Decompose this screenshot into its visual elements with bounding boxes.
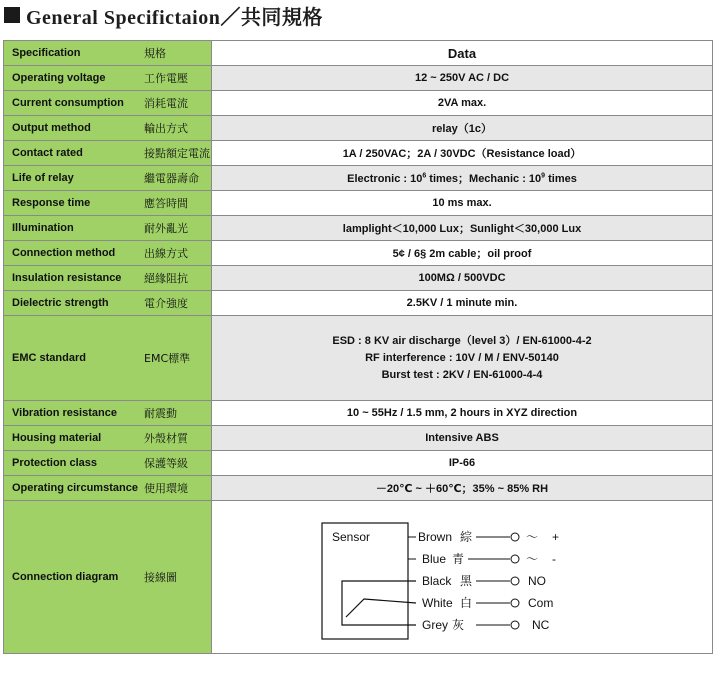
wire-blue <box>422 551 556 566</box>
row-label-en: Insulation resistance <box>12 272 122 284</box>
row-label-en: Current consumption <box>12 97 124 109</box>
row-label-cn: 耐震動 <box>144 407 177 420</box>
row-label-cn: 接線圖 <box>144 571 177 584</box>
row-value: 10 ~ 55Hz / 1.5 mm, 2 hours in XYZ direction <box>212 401 713 426</box>
row-label-en: Operating voltage <box>12 72 106 84</box>
table-row-emc <box>4 316 713 401</box>
table-row <box>4 241 713 266</box>
row-value: lamplight＜10,000 Lux；Sunlight＜30,000 Lux <box>212 216 713 241</box>
svg-text:White: White <box>422 596 453 610</box>
svg-text:青: 青 <box>452 552 465 566</box>
row-label-cn: 繼電器壽命 <box>144 172 199 185</box>
row-label-en: Illumination <box>12 222 74 234</box>
relay-com-line <box>346 599 416 617</box>
svg-text:Com: Com <box>528 596 554 610</box>
svg-text:-: - <box>552 552 556 566</box>
table-row <box>4 426 713 451</box>
svg-text:白: 白 <box>460 596 473 610</box>
sensor-label: Sensor <box>332 530 371 544</box>
svg-text:黑: 黑 <box>460 574 473 588</box>
terminal-circle <box>511 533 519 541</box>
wire-black <box>422 574 546 588</box>
svg-text:NO: NO <box>528 574 546 588</box>
table-row <box>4 401 713 426</box>
row-label-cn: 輸出方式 <box>144 122 188 135</box>
row-label-en: Response time <box>12 197 91 209</box>
row-label-cn: 出線方式 <box>144 247 188 260</box>
row-label-cn: 耐外亂光 <box>144 222 188 235</box>
table-row <box>4 66 713 91</box>
row-label-en: Vibration resistance <box>12 407 117 419</box>
row-value: relay（1c） <box>212 116 713 141</box>
header-label-cell <box>4 41 212 66</box>
terminal-circle <box>511 621 519 629</box>
emc-line: ESD : 8 KV air discharge（level 3）/ EN-61000-4-2 <box>332 334 592 347</box>
row-value: 2VA max. <box>212 91 713 116</box>
row-value: 2.5KV / 1 minute min. <box>212 291 713 316</box>
table-row <box>4 116 713 141</box>
wire-brown <box>418 529 559 544</box>
emc-line: Burst test : 2KV / EN-61000-4-4 <box>381 368 543 381</box>
row-label-en: Output method <box>12 122 91 134</box>
row-value: IP-66 <box>212 451 713 476</box>
spec-table <box>3 40 713 654</box>
svg-text:Black: Black <box>422 574 452 588</box>
svg-text:NC: NC <box>532 618 550 632</box>
row-value: 100MΩ / 500VDC <box>212 266 713 291</box>
row-label-cn: 應答時間 <box>144 197 188 210</box>
row-label-cn: 絕緣阻抗 <box>144 272 188 285</box>
row-label-en: EMC standard <box>12 352 86 364</box>
row-label-cn: 工作電壓 <box>144 72 188 85</box>
terminal-circle <box>511 555 519 563</box>
page-title-text: General Specifictaion／共同規格 <box>26 6 323 29</box>
row-label-cn: 保護等級 <box>144 457 188 470</box>
table-row <box>4 476 713 501</box>
row-label-en: Protection class <box>12 457 97 469</box>
svg-text:Brown: Brown <box>418 530 453 544</box>
row-label-cn: 外殼材質 <box>144 432 188 445</box>
table-row <box>4 141 713 166</box>
wire-grey <box>422 618 550 632</box>
relay-no-line <box>342 581 416 617</box>
svg-text:綜: 綜 <box>460 530 473 544</box>
emc-value <box>212 316 713 401</box>
emc-line: RF interference : 10V / M / ENV-50140 <box>365 351 559 364</box>
table-row <box>4 191 713 216</box>
row-label-cn: 接點額定電流 <box>144 147 210 160</box>
diagram-cell <box>212 501 713 654</box>
table-header-row <box>4 41 713 66</box>
table-row <box>4 91 713 116</box>
terminal-circle <box>511 577 519 585</box>
row-value: 5¢ / 6§ 2m cable；oil proof <box>212 241 713 266</box>
row-value: 12 ~ 250V AC / DC <box>212 66 713 91</box>
table-row <box>4 291 713 316</box>
svg-text:Grey: Grey <box>422 618 449 632</box>
row-value-relay-life: Electronic : $10^6$ times；Mechanic : $10^9$ times <box>212 166 713 191</box>
row-label-en: Contact rated <box>12 147 83 159</box>
row-label-cn: EMC標準 <box>144 352 191 365</box>
row-label-cn: 使用環境 <box>144 482 188 495</box>
wire-white <box>422 596 553 610</box>
row-label-en: Housing material <box>12 432 102 444</box>
row-value: 1A / 250VAC；2A / 30VDC（Resistance load） <box>212 141 713 166</box>
table-row <box>4 266 713 291</box>
table-row <box>4 451 713 476</box>
svg-text:～: ～ <box>526 530 539 544</box>
table-row <box>4 216 713 241</box>
svg-text:～: ～ <box>526 552 539 566</box>
row-label-cn: 電介強度 <box>144 297 188 310</box>
page-title <box>4 2 323 28</box>
row-label-cn: 消耗電流 <box>144 97 188 110</box>
header-value: Data <box>212 41 713 66</box>
svg-text:灰: 灰 <box>452 618 465 632</box>
row-label-en: Life of relay <box>12 172 74 184</box>
row-label-en: Operating circumstance <box>12 482 138 494</box>
row-value: Intensive ABS <box>212 426 713 451</box>
terminal-circle <box>511 599 519 607</box>
row-label-en: Connection method <box>12 247 116 259</box>
row-label-en: Dielectric strength <box>12 297 109 309</box>
row-value: 10 ms max. <box>212 191 713 216</box>
table-row <box>4 166 713 191</box>
table-row-diagram <box>4 501 713 654</box>
connection-diagram <box>312 507 612 647</box>
square-bullet-icon <box>4 7 20 23</box>
header-label-cn: 規格 <box>144 47 166 60</box>
relay-nc-line <box>342 617 416 625</box>
svg-text:+: + <box>552 530 560 544</box>
row-label-en: Connection diagram <box>12 571 119 583</box>
row-value: －20℃ ~ ＋60℃；35% ~ 85% RH <box>212 476 713 501</box>
svg-text:Blue: Blue <box>422 552 447 566</box>
header-label-en: Specification <box>12 47 81 59</box>
